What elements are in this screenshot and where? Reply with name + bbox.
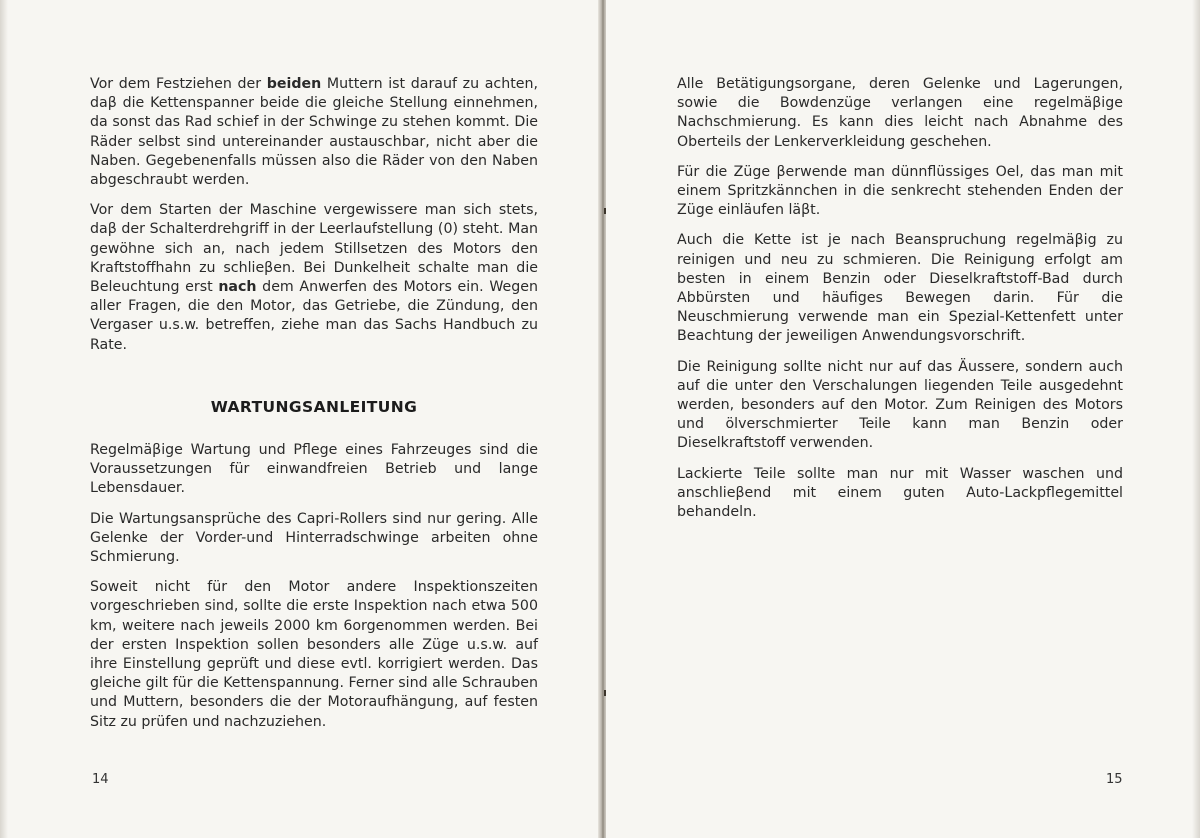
- bold-text: beiden: [266, 76, 322, 92]
- section-heading: WARTUNGSANLEITUNG: [210, 397, 418, 416]
- right-paragraph-1: Alle Betätigungsorgane, deren Gelenke und Lagerungen, sowie die Bowdenzüge verlangen eine regelmäβige Nachschmierung. Es kann dies leicht nach Abnahme des Oberteils der Lenkerverkleidung geschehen.: [677, 76, 1123, 150]
- page-edge-shadow: [1192, 0, 1200, 838]
- right-paragraph-3: Auch die Kette ist je nach Beanspruchung regelmäβig zu reinigen und neu zu schmieren. Die Reinigung erfolgt am besten in einem Benzin oder Dieselkraftstoff-Bad durch Abbürsten und häufiges Bewegen darin. Für die Neuschmierung verwende man ein Spezial-Kettenfett unter Beachtung der jeweiligen Anwendungsvorschrift.: [677, 232, 1123, 345]
- text-run: dem Anwerfen des Motors ein. Wegen aller Fragen, die den Motor, das Getriebe, die Zündung, den Vergaser u.s.w. betreffen, ziehe man das Sachs Handbuch zu Rate.: [90, 279, 538, 353]
- page-number-right: 15: [1106, 772, 1123, 787]
- right-paragraph-5: Lackierte Teile sollte man nur mit Wasser waschen und anschlieβend mit einem guten Auto-Lackpflegemittel behandeln.: [677, 465, 1123, 521]
- left-paragraph-2: [90, 201, 538, 355]
- right-paragraph-4: Die Reinigung sollte nicht nur auf das Äussere, sondern auch auf die unter den Verschalungen liegenden Teile ausgedehnt werden, besonders auf den Motor. Zum Reinigen des Motors und ölverschmierter Teile kann man Benzin oder Dieselkraftstoff verwenden.: [677, 358, 1123, 452]
- left-paragraph-5: Soweit nicht für den Motor andere Inspektionszeiten vorgeschrieben sind, sollte die erste Inspektion nach etwa 500 km, weitere nach jeweils 2000 km 6orgenommen werden. Bei der ersten Inspektion sollen besonders alle Züge u.s.w. auf ihre Einstellung geprüft und diese evtl. korrigiert werden. Das gleiche gilt für die Kettenspannung. Ferner sind alle Schrauben und Muttern, besonders die der Motoraufhängung, auf festen Sitz zu prüfen und nachzuziehen.: [90, 579, 538, 730]
- page-number-left: 14: [92, 772, 109, 787]
- bold-text: nach: [218, 279, 257, 296]
- left-paragraph-4: Die Wartungsansprüche des Capri-Rollers sind nur gering. Alle Gelenke der Vorder-und Hinterradschwinge arbeiten ohne Schmierung.: [90, 510, 538, 566]
- text-run: Muttern ist darauf zu achten, daβ die Kettenspanner beide die gleiche Stellung einnehmen, da sonst das Rad schief in der Schwinge zu stehen kommt. Die Räder selbst sind untereinander austauschbar, nicht aber die Naben. Gegebenenfalls müssen also die Räder von den Naben abgeschraubt werden.: [90, 76, 538, 189]
- page-edge-shadow: [0, 0, 8, 838]
- text-run: Vor dem Starten der Maschine vergewissere man sich stets, daβ der Schalterdrehgriff in der Leerlaufstellung (0) steht. Man gewöhne sich an, nach jedem Stillsetzen des Motors den Kraftstoffhahn zu schlieβen. Bei Dunkelheit schalte man die Beleuchtung erst: [90, 202, 538, 296]
- right-text-column: [677, 75, 1123, 533]
- left-text-column: [90, 75, 538, 743]
- right-paragraph-2: Für die Züge βerwende man dünnflüssiges Oel, das man mit einem Spritzkännchen in die senkrecht stehenden Enden der Züge einläufen läβt.: [677, 163, 1123, 219]
- text-run: Vor dem Festziehen der: [90, 76, 267, 92]
- left-paragraph-3: Regelmäβige Wartung und Pflege eines Fahrzeuges sind die Voraussetzungen für einwandfreien Betrieb und lange Lebensdauer.: [90, 442, 538, 497]
- left-paragraph-1: [90, 75, 538, 190]
